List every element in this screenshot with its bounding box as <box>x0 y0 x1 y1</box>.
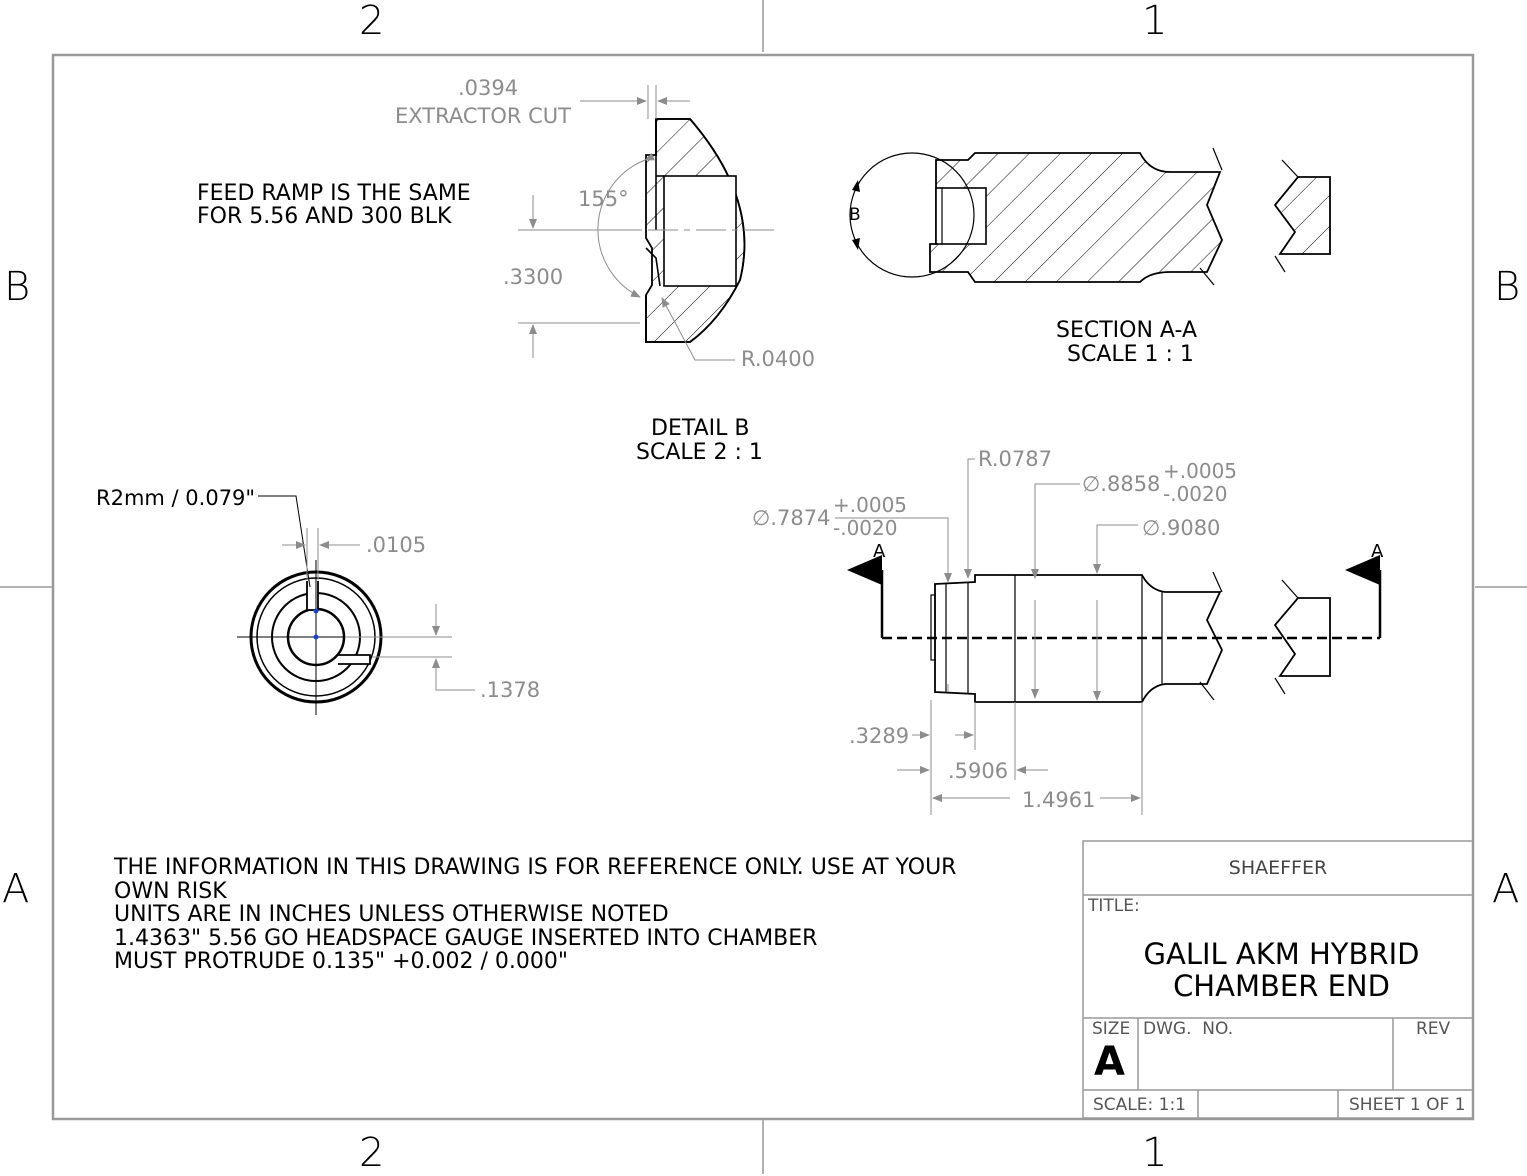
dim-dia-3: ∅.9080 <box>1142 516 1221 540</box>
dim-radius-side: R.0787 <box>978 447 1052 471</box>
note-line: 1.4363" 5.56 GO HEADSPACE GAUGE INSERTED INTO CHAMBER <box>114 925 818 951</box>
dim-offset: .1378 <box>480 678 541 702</box>
zone-row-upper-left: B <box>4 264 31 310</box>
section-label-left: A <box>873 541 886 562</box>
section-label-right: A <box>1371 541 1384 562</box>
note-line: THE INFORMATION IN THIS DRAWING IS FOR REFERENCE ONLY. USE AT YOUR <box>114 855 957 880</box>
dim-extractor-value: .0394 <box>458 76 519 100</box>
note-line: OWN RISK <box>114 878 227 904</box>
title-block-rev-label: REV <box>1416 1019 1451 1039</box>
title-block-title-line2: CHAMBER END <box>1173 969 1390 1003</box>
detail-b-title: DETAIL B <box>651 416 750 441</box>
title-block-sheet: SHEET 1 OF 1 <box>1349 1095 1466 1115</box>
note-line: UNITS ARE IN INCHES UNLESS OTHERWISE NOTED <box>114 902 669 927</box>
section-aa-scale: SCALE 1 : 1 <box>1067 342 1194 367</box>
dim-dia-1: ∅.7874 <box>752 506 831 530</box>
dim-radius-b: R.0400 <box>741 347 815 371</box>
title-block-size-value: A <box>1094 1039 1125 1085</box>
title-block-dwg-no-label: DWG. NO. <box>1143 1019 1234 1039</box>
feed-ramp-note-line2: FOR 5.56 AND 300 BLK <box>197 204 452 229</box>
note-line: MUST PROTRUDE 0.135" +0.002 / 0.000" <box>114 949 569 974</box>
detail-b-scale: SCALE 2 : 1 <box>636 440 763 465</box>
title-block-title-line1: GALIL AKM HYBRID <box>1143 937 1420 971</box>
section-aa-hatched-end <box>1275 177 1330 254</box>
title-block-size-label: SIZE <box>1092 1019 1131 1039</box>
zone-col-bottom-left: 2 <box>359 1130 385 1176</box>
feed-ramp-note-line1: FEED RAMP IS THE SAME <box>197 181 471 206</box>
dim-slot: .0105 <box>366 533 427 557</box>
dim-len-3: 1.4961 <box>1022 788 1096 812</box>
dim-dia-1-tol-minus: -.0020 <box>833 516 898 540</box>
end-view <box>237 496 475 715</box>
dim-angle: 155° <box>578 187 629 211</box>
section-aa-callout: B <box>849 205 861 225</box>
dim-dia-2-tol-minus: -.0020 <box>1163 482 1228 506</box>
dim-extractor-label: EXTRACTOR CUT <box>395 104 571 128</box>
title-block-scale: SCALE: 1:1 <box>1093 1095 1186 1115</box>
zone-col-bottom-right: 1 <box>1142 1130 1168 1176</box>
zone-col-top-right: 1 <box>1142 0 1168 44</box>
dim-dia-1-tol-plus: +.0005 <box>833 493 908 517</box>
zone-row-lower-left: A <box>2 866 30 912</box>
section-aa-view <box>850 148 1330 285</box>
zone-col-top-left: 2 <box>359 0 385 44</box>
dim-dia-2-tol-plus: +.0005 <box>1163 459 1238 483</box>
end-view-radius-note: R2mm / 0.079" <box>96 486 256 510</box>
zone-row-upper-right: B <box>1494 264 1521 310</box>
section-aa-title: SECTION A-A <box>1056 318 1197 343</box>
dim-dia-2: ∅.8858 <box>1082 472 1161 496</box>
title-block-company: SHAEFFER <box>1228 857 1328 879</box>
title-block-title-label: TITLE: <box>1088 896 1140 916</box>
side-view <box>835 459 1380 815</box>
general-notes <box>114 856 956 974</box>
dim-height: .3300 <box>503 265 564 289</box>
dim-len-1: .3289 <box>849 724 910 748</box>
dim-len-2: .5906 <box>948 759 1009 783</box>
zone-row-lower-right: A <box>1492 866 1520 912</box>
